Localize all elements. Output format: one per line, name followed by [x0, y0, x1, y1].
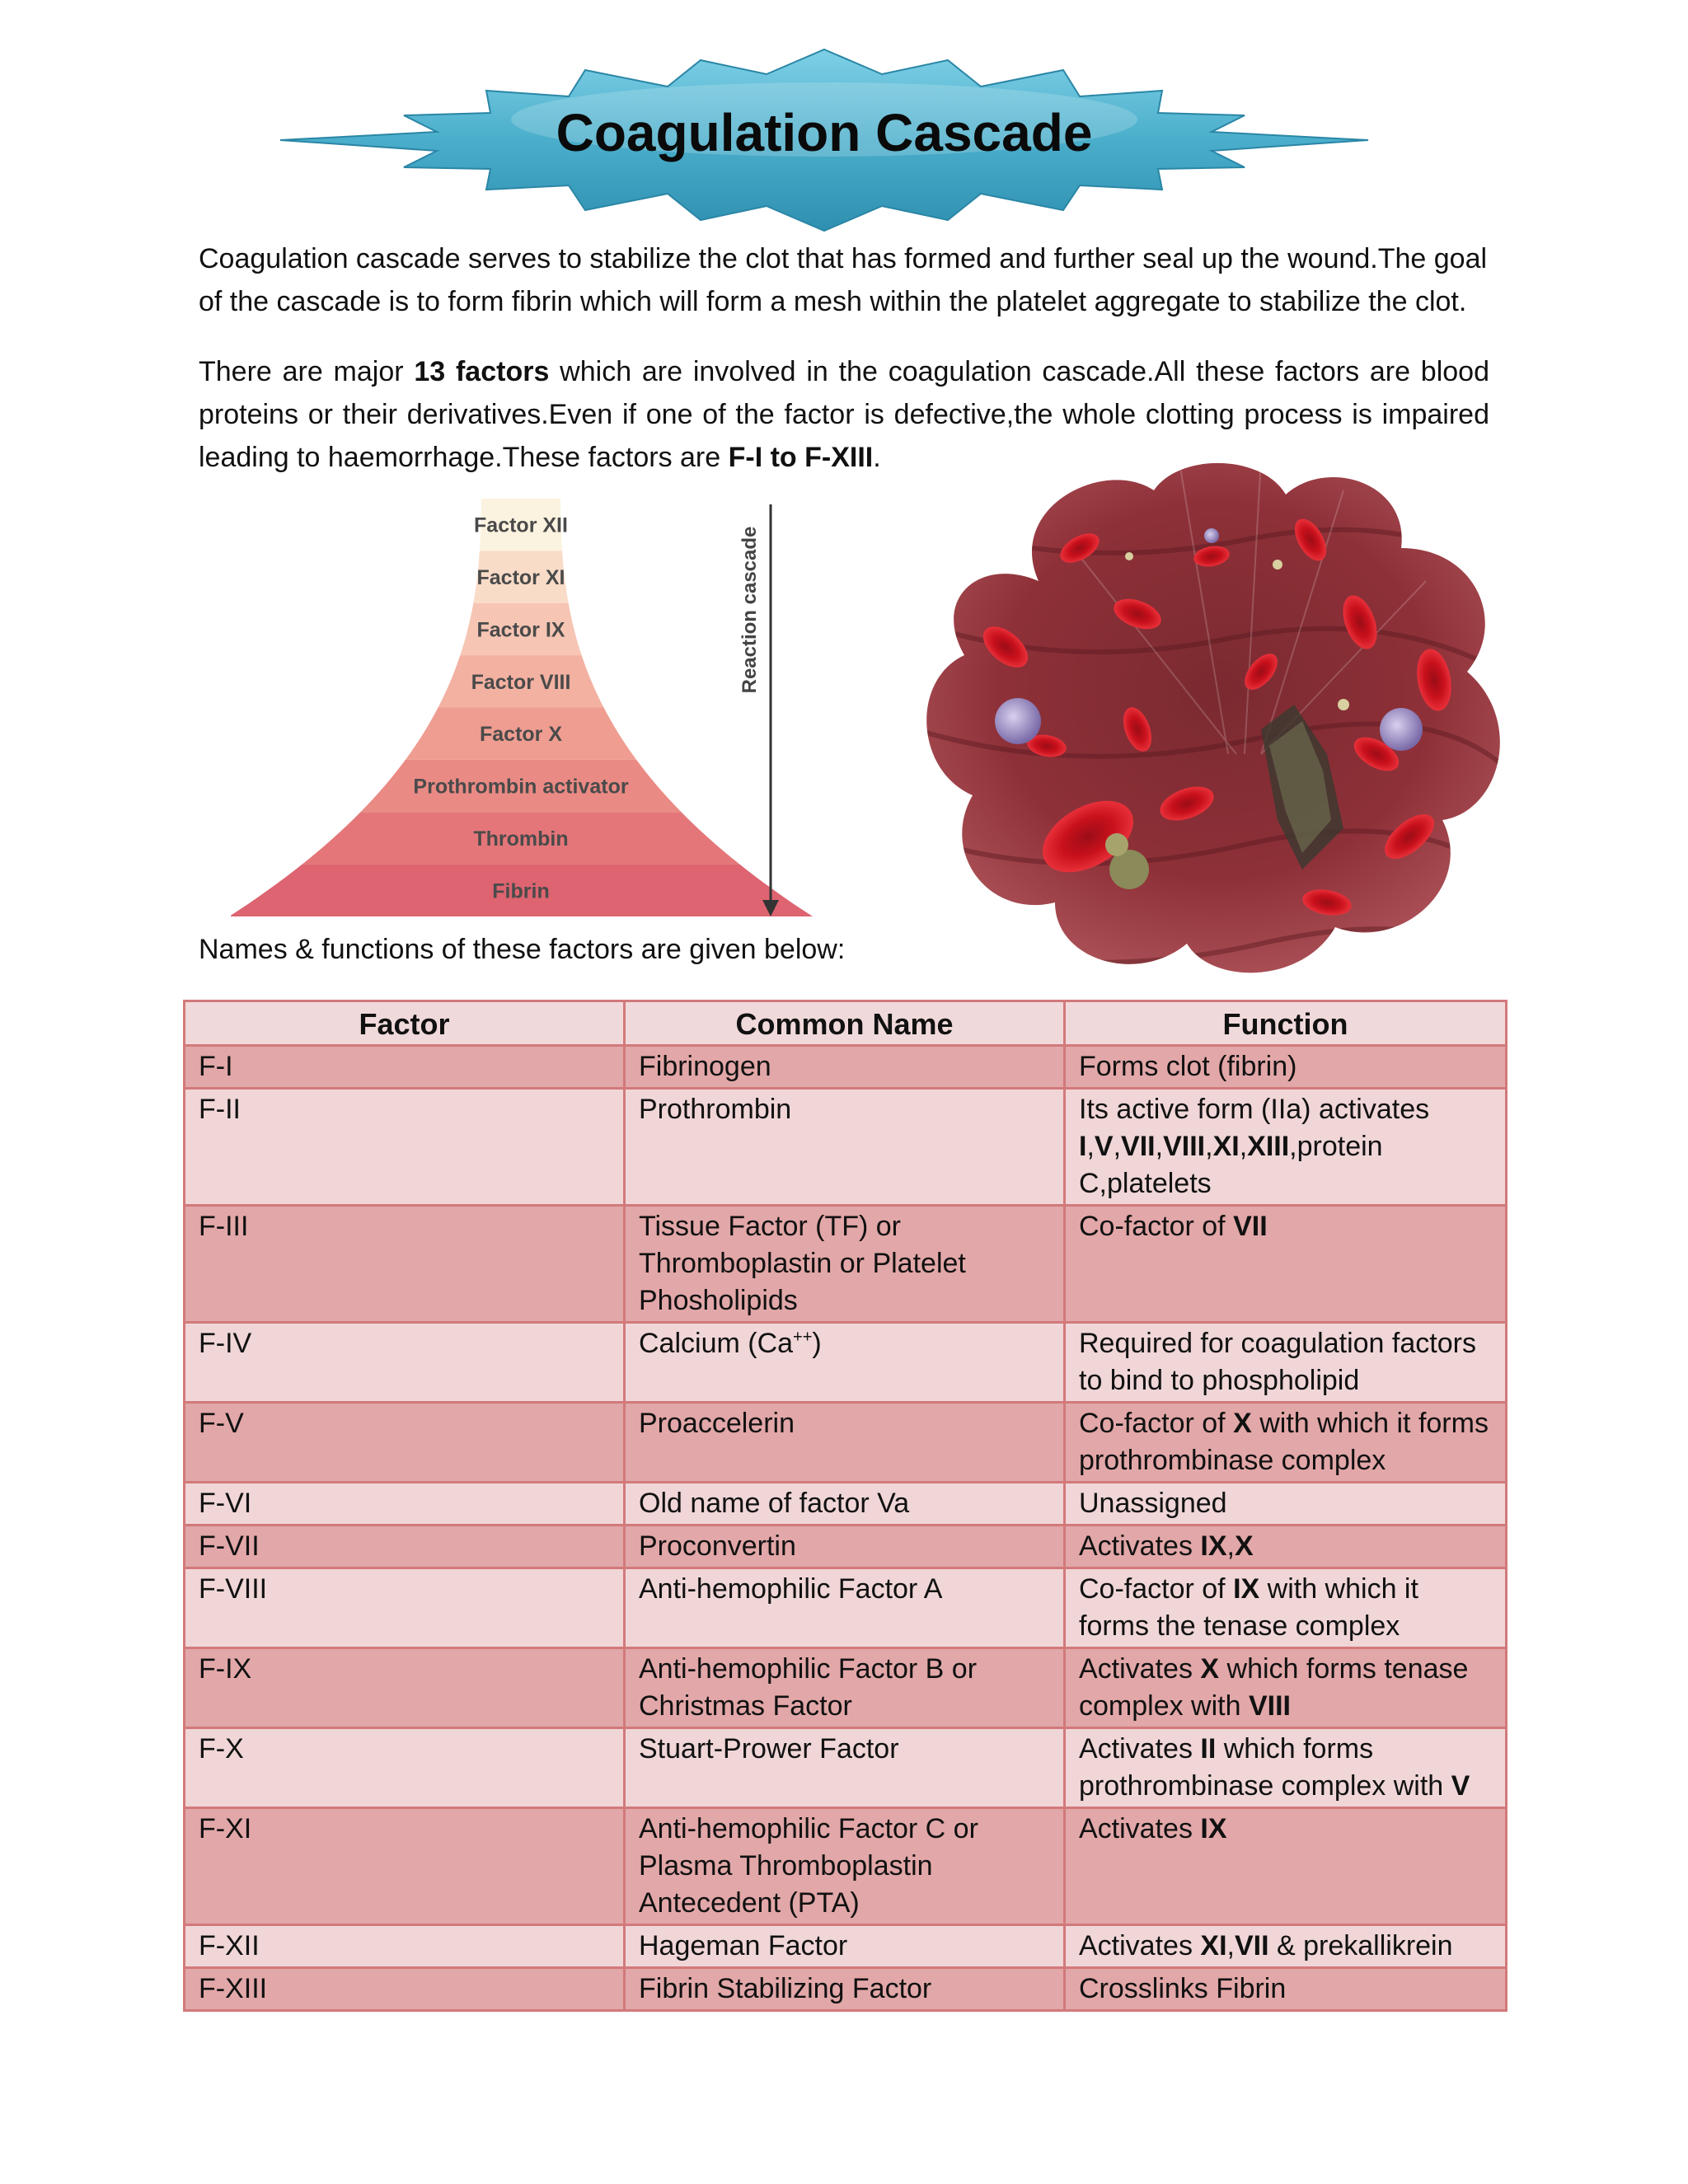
function-text: Unassigned: [1079, 1488, 1227, 1519]
factor-cell: F-IV: [185, 1323, 625, 1403]
function-cell: [1065, 1648, 1507, 1728]
function-text: Activates: [1079, 1653, 1201, 1685]
table-row: [185, 1728, 1507, 1808]
intro-paragraph: Coagulation cascade serves to stabilize the clot that has formed and further seal up the wound.The goal of the cascade is to form fibrin which will form a mesh within the platelet aggregate to stabilize the clot.: [199, 243, 1488, 317]
function-text: which forms tenase complex with: [1079, 1653, 1469, 1722]
function-cell: [1065, 1483, 1507, 1526]
pyramid-svg: [231, 494, 841, 923]
header-common-name: Common Name: [625, 1001, 1065, 1046]
table-header-row: [185, 1001, 1507, 1046]
factor-cell: F-I: [185, 1046, 625, 1089]
common-name-cell: [625, 1925, 1065, 1968]
function-text: ,protein C,platelets: [1079, 1131, 1383, 1199]
table-row: [185, 1046, 1507, 1089]
factor-cell: F-XII: [185, 1925, 625, 1968]
function-factor-ref: VIII: [1248, 1690, 1291, 1722]
function-factor-ref: IX: [1233, 1573, 1260, 1605]
function-cell: [1065, 1403, 1507, 1483]
function-text: which forms prothrombinase complex with: [1079, 1733, 1451, 1802]
factors-para-text-2: which are involved in the coagulation cascade.All these factors are blood proteins or their derivatives.Even if one of the factor is defective,the whole clotting process is impaired leading to haemorrhage.These factors are: [199, 356, 1489, 473]
common-name-text: Anti-hemophilic Factor C or Plasma Thromboplastin Antecedent (PTA): [639, 1813, 978, 1919]
common-name-text: Proaccelerin: [639, 1408, 795, 1439]
function-cell: [1065, 1206, 1507, 1323]
function-text: Co-factor of: [1079, 1573, 1234, 1605]
function-text: Crosslinks Fibrin: [1079, 1973, 1287, 2004]
function-text: Activates: [1079, 1930, 1201, 1961]
common-name-text: Tissue Factor (TF) or Thromboplastin or Platelet Phosholipids: [639, 1211, 966, 1316]
common-name-cell: [625, 1403, 1065, 1483]
pyramid-level-label: Factor VIII: [471, 670, 571, 694]
function-factor-ref: II: [1200, 1733, 1217, 1765]
common-name-cell: [625, 1648, 1065, 1728]
factors-para-text-1: There are major: [199, 356, 415, 387]
function-text: Forms clot (fibrin): [1079, 1051, 1297, 1082]
table-row: [185, 1526, 1507, 1568]
factors-para-text-3: .: [873, 442, 881, 473]
table-row: [185, 1808, 1507, 1925]
function-cell: [1065, 1728, 1507, 1808]
function-text: Co-factor of: [1079, 1211, 1234, 1242]
common-name-text: Old name of factor Va: [639, 1488, 910, 1519]
common-name-cell: [625, 1323, 1065, 1403]
header-function: Function: [1065, 1001, 1507, 1046]
function-factor-ref: I: [1079, 1131, 1087, 1162]
function-factor-ref: VIII: [1163, 1131, 1206, 1162]
table-row: [185, 1323, 1507, 1403]
common-name-cell: [625, 1808, 1065, 1925]
common-name-text: Hageman Factor: [639, 1930, 848, 1961]
function-factor-ref: XI: [1212, 1131, 1240, 1162]
pyramid-level-label: Factor X: [479, 723, 563, 747]
pyramid-level-label: Factor IX: [476, 618, 565, 642]
function-cell: [1065, 1526, 1507, 1568]
common-name-text: Calcium (Ca: [639, 1328, 794, 1359]
factor-cell: F-II: [185, 1089, 625, 1206]
function-factor-ref: VII: [1233, 1211, 1268, 1242]
factors-table: [183, 1000, 1507, 2012]
function-text: Activates: [1079, 1530, 1201, 1562]
function-text: ,: [1239, 1131, 1248, 1162]
common-name-cell: [625, 1728, 1065, 1808]
table-row: [185, 1968, 1507, 2011]
blood-cells-cloud-svg: [915, 457, 1517, 977]
function-text: Its active form (IIa) activates: [1079, 1094, 1430, 1125]
function-text: Required for coagulation factors to bind to phospholipid: [1079, 1328, 1476, 1396]
function-factor-ref: V: [1094, 1131, 1114, 1162]
factor-cell: F-VIII: [185, 1568, 625, 1648]
function-text: ,: [1226, 1530, 1235, 1562]
function-text: ,: [1226, 1930, 1235, 1961]
table-row: [185, 1206, 1507, 1323]
page-title: Coagulation Cascade: [556, 103, 1093, 162]
function-cell: [1065, 1046, 1507, 1089]
factor-cell: F-IX: [185, 1648, 625, 1728]
function-text: ,: [1205, 1131, 1213, 1162]
common-name-cell: [625, 1483, 1065, 1526]
names-functions-caption: Names & functions of these factors are given below:: [199, 934, 846, 965]
function-text: with which it forms the tenase complex: [1079, 1573, 1418, 1642]
function-factor-ref: X: [1234, 1530, 1254, 1562]
function-factor-ref: X: [1233, 1408, 1252, 1439]
function-factor-ref: XIII: [1247, 1131, 1290, 1162]
function-cell: [1065, 1808, 1507, 1925]
pyramid-level-label: Fibrin: [492, 879, 550, 903]
reaction-cascade-label: Reaction cascade: [738, 526, 761, 694]
function-text: ,: [1113, 1131, 1122, 1162]
common-name-text: Anti-hemophilic Factor B or Christmas Factor: [639, 1653, 978, 1722]
superscript-charge: ++: [793, 1328, 813, 1347]
function-cell: [1065, 1968, 1507, 2011]
common-name-text: Fibrinogen: [639, 1051, 771, 1082]
function-cell: [1065, 1323, 1507, 1403]
function-cell: [1065, 1925, 1507, 1968]
table-row: [185, 1403, 1507, 1483]
common-name-text: Anti-hemophilic Factor A: [639, 1573, 943, 1605]
common-name-cell: [625, 1206, 1065, 1323]
function-text: ,: [1155, 1131, 1164, 1162]
factors-count: 13 factors: [414, 356, 550, 387]
common-name-suffix: ): [812, 1328, 822, 1359]
function-text: & prekallikrein: [1268, 1930, 1453, 1961]
factor-cell: F-V: [185, 1403, 625, 1483]
function-text: Co-factor of: [1079, 1408, 1234, 1439]
function-text: ,: [1086, 1131, 1095, 1162]
factor-cell: F-X: [185, 1728, 625, 1808]
table-row: [185, 1483, 1507, 1526]
blood-cells-image: [915, 457, 1517, 977]
pyramid-level-label: Prothrombin activator: [413, 775, 629, 799]
common-name-cell: [625, 1089, 1065, 1206]
common-name-cell: [625, 1526, 1065, 1568]
cascade-pyramid-diagram: [231, 494, 841, 923]
common-name-text: Prothrombin: [639, 1094, 792, 1125]
common-name-cell: [625, 1568, 1065, 1648]
function-text: with which it forms prothrombinase complex: [1079, 1408, 1489, 1476]
factor-cell: F-VII: [185, 1526, 625, 1568]
function-factor-ref: IX: [1200, 1530, 1227, 1562]
function-text: Activates: [1079, 1733, 1201, 1765]
function-factor-ref: VII: [1121, 1131, 1156, 1162]
table-row: [185, 1568, 1507, 1648]
table-row: [185, 1925, 1507, 1968]
pyramid-level-label: Factor XI: [476, 566, 565, 590]
function-factor-ref: XI: [1200, 1930, 1227, 1961]
common-name-cell: [625, 1046, 1065, 1089]
pyramid-level-label: Thrombin: [473, 827, 569, 851]
function-cell: [1065, 1089, 1507, 1206]
table-row: [185, 1648, 1507, 1728]
common-name-cell: [625, 1968, 1065, 2011]
function-factor-ref: V: [1451, 1770, 1470, 1802]
table-row: [185, 1089, 1507, 1206]
function-factor-ref: IX: [1200, 1813, 1227, 1844]
common-name-text: Stuart-Prower Factor: [639, 1733, 899, 1765]
function-cell: [1065, 1568, 1507, 1648]
common-name-text: Fibrin Stabilizing Factor: [639, 1973, 932, 2004]
factor-cell: F-VI: [185, 1483, 625, 1526]
factor-cell: F-III: [185, 1206, 625, 1323]
pyramid-level-label: Factor XII: [474, 513, 568, 537]
factor-cell: F-XIII: [185, 1968, 625, 2011]
factor-cell: F-XI: [185, 1808, 625, 1925]
factors-range: F-I to F-XIII: [728, 442, 874, 473]
function-factor-ref: X: [1200, 1653, 1220, 1685]
header-factor: Factor: [185, 1001, 625, 1046]
function-text: Activates: [1079, 1813, 1201, 1844]
function-factor-ref: VII: [1234, 1930, 1269, 1961]
common-name-text: Proconvertin: [639, 1530, 796, 1562]
